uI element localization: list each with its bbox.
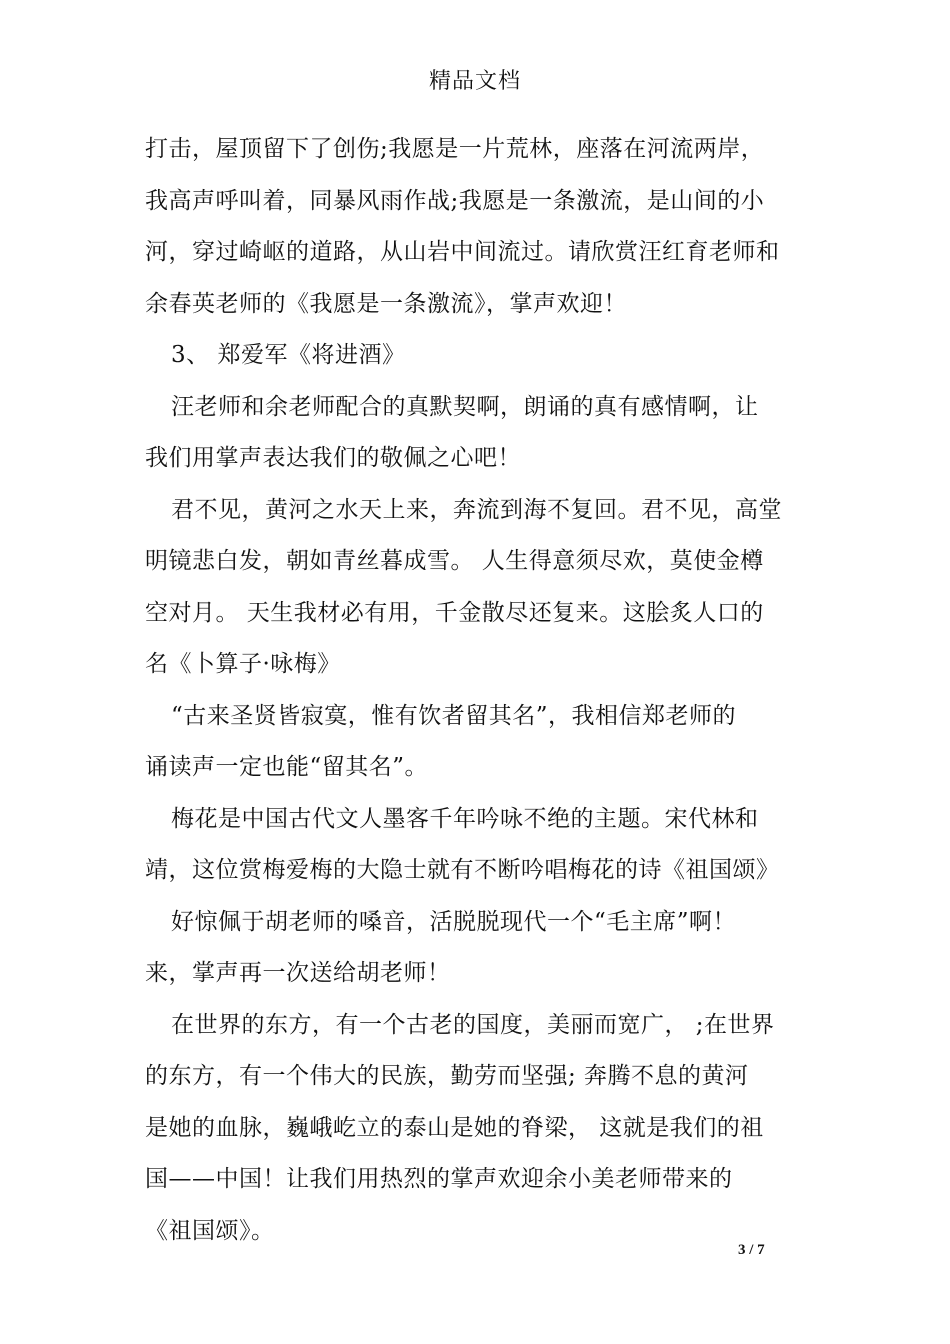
text-line: 的东方，有一个伟大的民族，勤劳而坚强; 奔腾不息的黄河 [145, 1063, 749, 1089]
text-line: 我们用掌声表达我们的敬佩之心吧！ [145, 445, 521, 471]
text-line: 《祖国颂》。 [145, 1217, 275, 1244]
text-line: 明镜悲白发，朝如青丝暮成雪。 人生得意须尽欢，莫使金樽 [145, 548, 764, 574]
text-line: 我高声呼叫着，同暴风雨作战;我愿是一条激流，是山间的小 [145, 187, 765, 214]
page-header-title: 精品文档 [428, 69, 521, 94]
text-line: 是她的血脉，巍峨屹立的泰山是她的脊梁， 这就是我们的祖 [145, 1114, 764, 1141]
section-heading: 3、 郑爱军《将进酒》 [171, 342, 406, 368]
text-line: 国——中国！让我们用热烈的掌声欢迎余小美老师带来的 [145, 1166, 733, 1192]
text-line: 来，掌声再一次送给胡老师！ [145, 960, 451, 986]
text-line: 余春英老师的《我愿是一条激流》，掌声欢迎！ [145, 290, 627, 317]
text-line: 空对月。 天生我材必有用，千金散尽还复来。这脍炙人口的 [145, 599, 764, 626]
text-line: 打击，屋顶留下了创伤;我愿是一片荒林，座落在河流两岸， [145, 136, 765, 162]
text-line: 在世界的东方，有一个古老的国度，美丽而宽广， ;在世界 [171, 1011, 775, 1038]
text-line: 名《卜算子·咏梅》 [145, 651, 341, 677]
document-body [145, 124, 815, 1257]
text-line: “古来圣贤皆寂寞，惟有饮者留其名”，我相信郑老师的 [171, 702, 737, 729]
text-line: 诵读声一定也能“留其名”。 [145, 754, 429, 780]
text-line: 河，穿过崎岖的道路，从山岩中间流过。请欣赏汪红育老师和 [145, 239, 780, 265]
text-line: 君不见，黄河之水天上来，奔流到海不复回。君不见，高堂 [171, 496, 782, 523]
text-line: 汪老师和余老师配合的真默契啊，朗诵的真有感情啊，让 [171, 393, 759, 420]
text-line: 好惊佩于胡老师的嗓音，活脱脱现代一个“毛主席”啊！ [171, 908, 737, 935]
page-number: 3 / 7 [738, 1242, 765, 1258]
text-line: 梅花是中国古代文人墨客千年吟咏不绝的主题。宋代林和 [171, 805, 759, 832]
text-line: 靖，这位赏梅爱梅的大隐士就有不断吟唱梅花的诗《祖国颂》 [145, 857, 780, 883]
